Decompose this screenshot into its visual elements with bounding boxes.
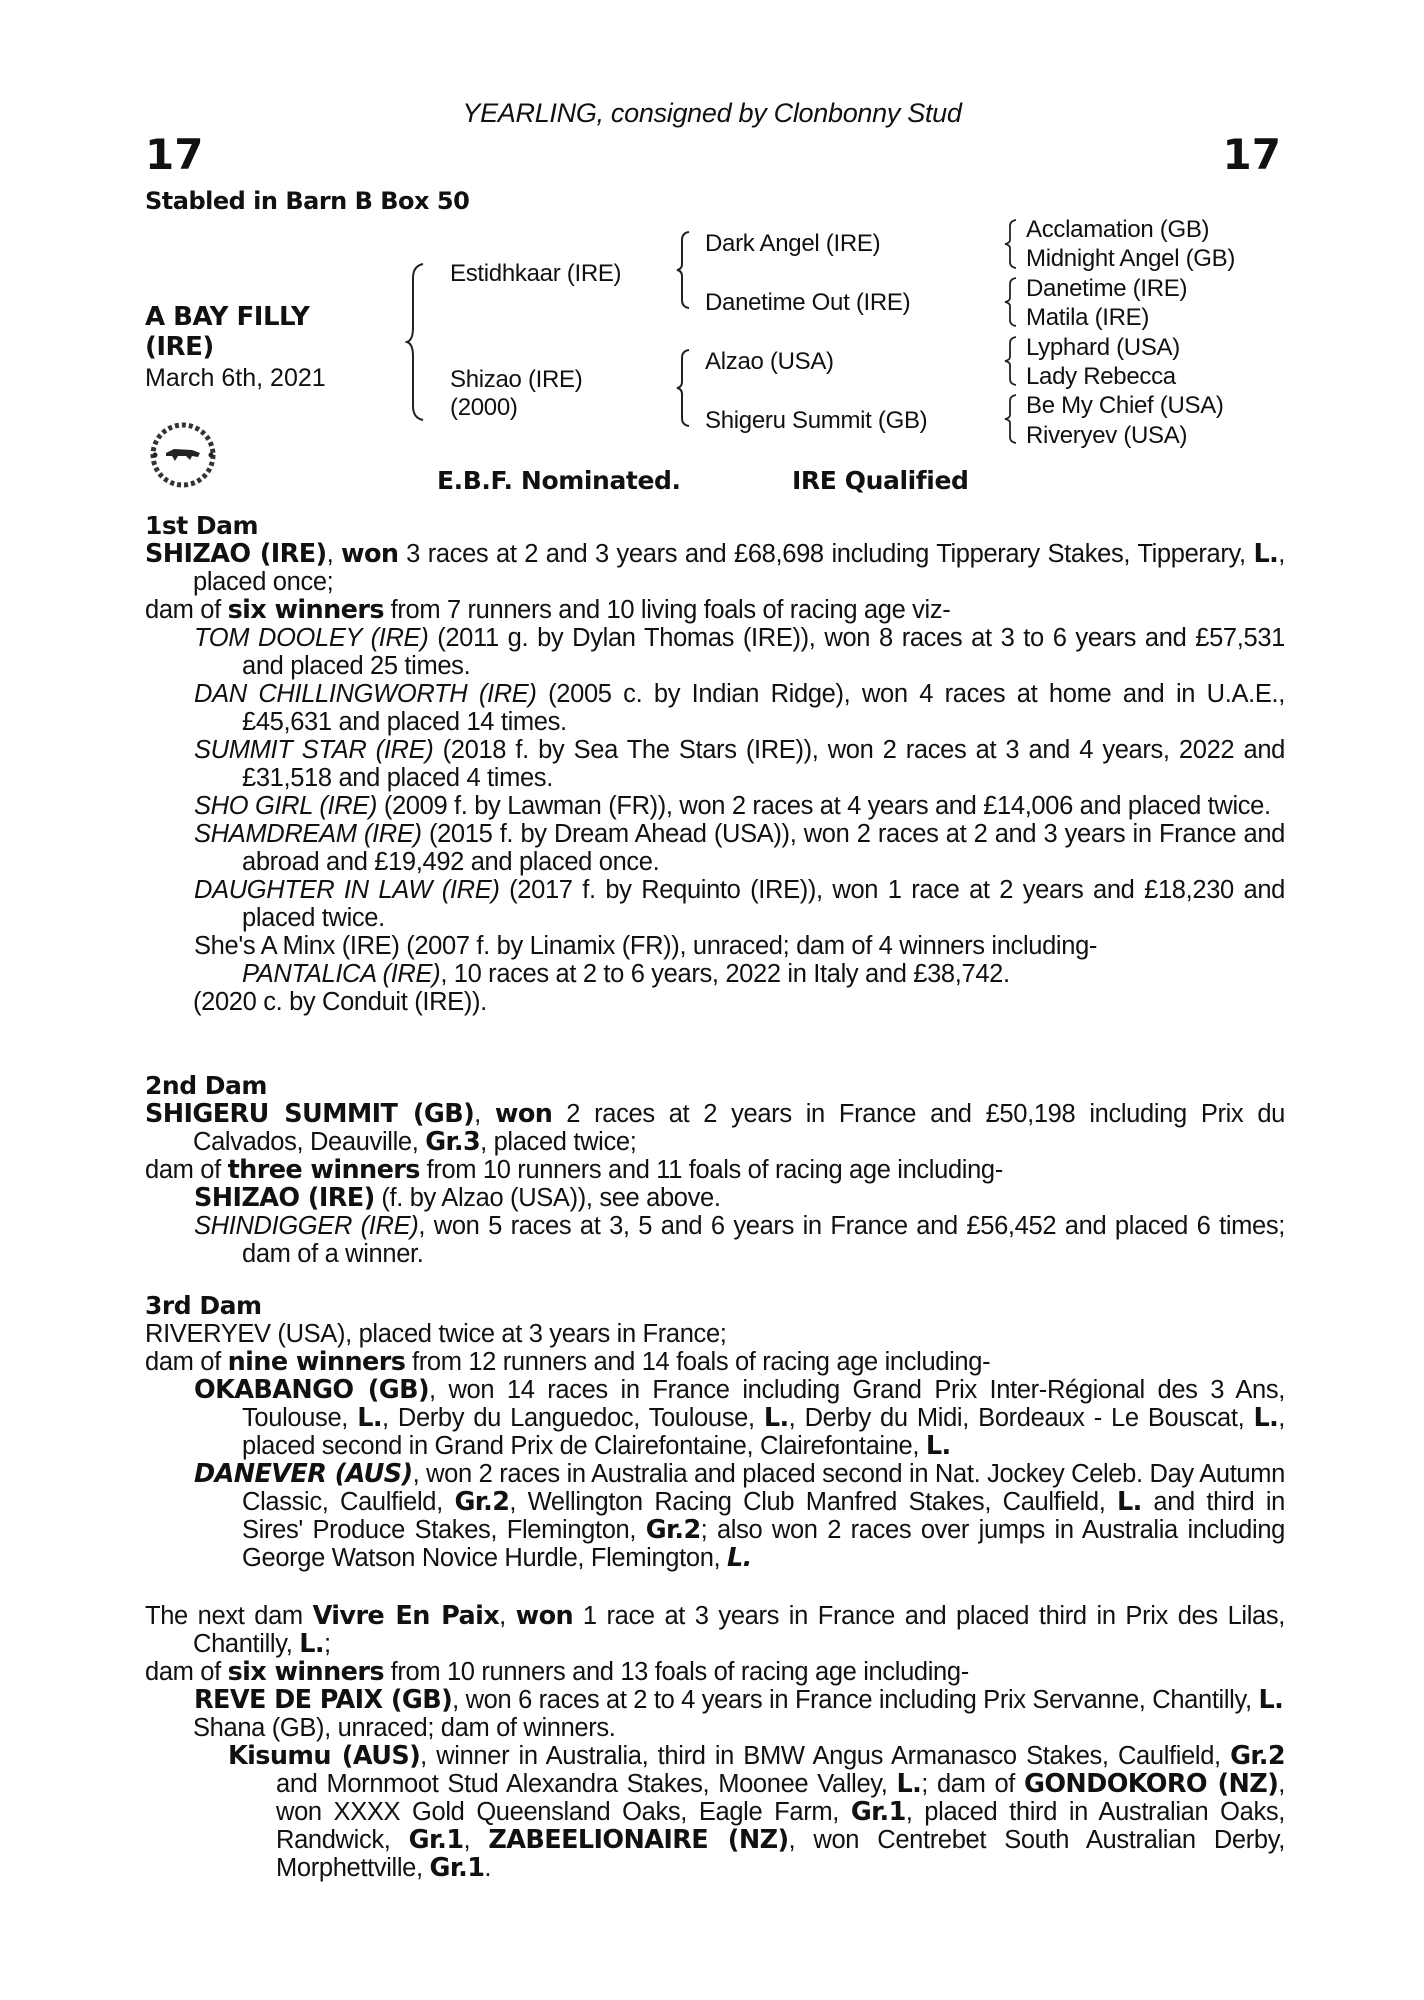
pedigree-dam-sire: Alzao (USA)	[705, 348, 834, 375]
first-dam-produce-summary	[145, 596, 1285, 624]
progeny-item-2020-colt	[145, 988, 1285, 1016]
third-dam-section	[145, 1292, 1285, 1572]
progeny-name: SUMMIT STAR (IRE)	[194, 736, 434, 764]
progeny-item-shes-a-minx	[145, 932, 1285, 960]
lot-number-right: 17	[1222, 130, 1281, 179]
progeny-name: REVE DE PAIX (GB)	[194, 1685, 453, 1715]
progeny-text: She's A Minx (IRE) (2007 f. by Linamix (FR)), unraced; dam of 4 winners including-	[194, 932, 1098, 960]
next-dam-damof-a: dam of	[145, 1658, 228, 1686]
progeny-text: (2015 f. by Dream Ahead (USA)), won 2 races at 2 and 3 years in France and abroad and £19,492 and placed once.	[242, 820, 1286, 876]
pedigree-gen4-1: Acclamation (GB)	[1026, 216, 1210, 243]
progeny-item	[145, 1212, 1285, 1268]
pedigree-dam-dam: Shigeru Summit (GB)	[705, 407, 928, 434]
pedigree-gen4-8: Riveryev (USA)	[1026, 422, 1188, 449]
next-dam-won: won	[515, 1601, 574, 1631]
second-dam-name: SHIGERU SUMMIT (GB)	[145, 1099, 475, 1129]
pedigree-gen4-2: Midnight Angel (GB)	[1026, 245, 1236, 272]
next-dam-produce-summary	[145, 1658, 1285, 1686]
pedigree-gen4-5: Lyphard (USA)	[1026, 334, 1180, 361]
pedigree-sire-sire: Dark Angel (IRE)	[705, 230, 881, 257]
listed-mark: L.	[357, 1403, 382, 1433]
progeny-item	[145, 736, 1285, 792]
second-dam-damof-b: from 10 runners and 11 foals of racing age including-	[419, 1156, 1003, 1184]
grandprogeny-name: PANTALICA (IRE)	[242, 960, 441, 988]
pedigree-gen4-6: Lady Rebecca	[1026, 363, 1176, 390]
progeny-item	[145, 680, 1285, 736]
grandprogeny-text: ,	[463, 1826, 489, 1854]
progeny-text: , Wellington Racing Club Manfred Stakes, Caulfield,	[509, 1488, 1118, 1516]
progeny-item	[145, 876, 1285, 932]
second-dam-record: SHIGERU SUMMIT (GB), won 2 races at 2 years in France and £50,198 including Prix du Calvados, Deauville, Gr.3, placed twice;	[145, 1099, 1285, 1157]
pedigree-gen4-4: Matila (IRE)	[1026, 304, 1150, 331]
progeny-text: , won 2 races in Australia and placed second in Nat. Jockey Celeb. Day Autumn Classic, Caulfield,	[242, 1460, 1285, 1516]
grandprogeny-text: and Mornmoot Stud Alexandra Stakes, Moonee Valley,	[276, 1770, 897, 1798]
progeny-item	[145, 792, 1285, 820]
next-dam-name: Vivre En Paix	[312, 1601, 500, 1631]
progeny-name: DAUGHTER IN LAW (IRE)	[194, 876, 500, 904]
second-dam-title: 2nd Dam	[145, 1071, 267, 1100]
pedigree-main-brace-icon	[405, 262, 435, 422]
progeny-name: SHO GIRL (IRE)	[194, 792, 378, 820]
next-dam-winners: six winners	[227, 1657, 384, 1687]
pedigree-dam: Shizao (IRE)	[450, 366, 583, 393]
progeny-text: , won 6 races at 2 to 4 years in France including Prix Servanne, Chantilly,	[452, 1686, 1259, 1714]
first-dam-listed: L.	[1253, 539, 1279, 569]
first-dam-record-b: , placed once;	[193, 540, 1285, 596]
listed-mark: L.	[1258, 1685, 1284, 1715]
second-dam-grade: Gr.3	[425, 1127, 481, 1157]
next-dam-section	[145, 1602, 1285, 1882]
progeny-name: SHIZAO (IRE)	[194, 1183, 375, 1213]
grandprogeny-name: Kisumu (AUS)	[228, 1741, 421, 1771]
grandprogeny-item	[145, 960, 1285, 988]
pedigree-gen4-3: Danetime (IRE)	[1026, 275, 1188, 302]
progeny-item	[145, 1184, 1285, 1212]
second-dam-section	[145, 1072, 1285, 1268]
pedigree-sire-dam: Danetime Out (IRE)	[705, 289, 911, 316]
grade-mark: Gr.2	[454, 1487, 510, 1517]
grade-mark: Gr.1	[408, 1825, 464, 1855]
progeny-text: , placed second in Grand Prix de Clairefontaine, Clairefontaine,	[242, 1404, 1285, 1460]
third-dam-title: 3rd Dam	[145, 1291, 262, 1320]
first-dam-damof-a: dam of	[145, 596, 228, 624]
first-dam-won: won	[341, 539, 399, 569]
progeny-name: TOM DOOLEY (IRE)	[194, 624, 429, 652]
pedigree-gen4-brace-4-icon	[1003, 393, 1019, 445]
horse-name-line1: A BAY FILLY	[145, 302, 310, 332]
progeny-name: DAN CHILLINGWORTH (IRE)	[194, 680, 537, 708]
progeny-text: (2009 f. by Lawman (FR)), won 2 races at 4 years and £14,006 and placed twice.	[377, 792, 1271, 820]
grandprogeny-text: , won Centrebet South Australian Derby, Morphettville,	[276, 1826, 1285, 1882]
lot-number-left: 17	[145, 130, 204, 179]
second-dam-damof-a: dam of	[145, 1156, 228, 1184]
next-dam-intro: The next dam	[145, 1602, 313, 1630]
pedigree-gen4-7: Be My Chief (USA)	[1026, 392, 1224, 419]
grandprogeny-text: ; dam of	[921, 1770, 1024, 1798]
progeny-name: DANEVER (AUS)	[194, 1459, 413, 1489]
second-dam-record-a: 2 races at 2 years in France and £50,198 including Prix du Calvados, Deauville,	[193, 1100, 1285, 1156]
progeny-text: ; also won 2 races over jumps in Australia including George Watson Novice Hurdle, Flemington,	[242, 1516, 1285, 1572]
next-dam-record: The next dam Vivre En Paix, won 1 race at 3 years in France and placed third in Prix des Lilas, Chantilly, L.;	[145, 1601, 1285, 1659]
progeny-name: OKABANGO (GB)	[194, 1375, 430, 1405]
listed-mark: L.	[763, 1403, 789, 1433]
pedigree-dam-year: (2000)	[450, 394, 518, 421]
next-dam-record-a: 1 race at 3 years in France and placed third in Prix des Lilas, Chantilly,	[193, 1602, 1285, 1658]
third-dam-produce-summary	[145, 1348, 1285, 1376]
second-dam-produce-summary	[145, 1156, 1285, 1184]
first-dam-name: SHIZAO (IRE)	[145, 539, 327, 569]
pedigree-sire-brace-icon	[675, 230, 693, 310]
progeny-item	[145, 1714, 1285, 1742]
progeny-item	[145, 1686, 1285, 1714]
grandprogeny-text: .	[484, 1854, 492, 1882]
progeny-text: (2005 c. by Indian Ridge), won 4 races at home and in U.A.E., £45,631 and placed 14 times.	[242, 680, 1285, 736]
grandprogeny-text: , winner in Australia, third in BMW Angus Armanasco Stakes, Caulfield,	[420, 1742, 1231, 1770]
grade-mark: Gr.2	[1230, 1741, 1285, 1771]
progeny-item	[145, 624, 1285, 680]
next-dam-record-b: ;	[323, 1630, 331, 1658]
progeny-text: , won 14 races in France including Grand Prix Inter-Régional des 3 Ans, Toulouse,	[242, 1376, 1286, 1432]
horse-name-line2: (IRE)	[145, 332, 214, 362]
progeny-text: , Derby du Languedoc, Toulouse,	[381, 1404, 764, 1432]
listed-mark: L.	[1117, 1487, 1142, 1517]
grandprogeny-text: , 10 races at 2 to 6 years, 2022 in Italy and £38,742.	[440, 960, 1010, 988]
second-dam-won: won	[494, 1099, 553, 1129]
pedigree-gen4-brace-2-icon	[1003, 276, 1019, 328]
consignor-heading: YEARLING, consigned by Clonbonny Stud	[462, 98, 962, 128]
great-grandprogeny-name: GONDOKORO (NZ)	[1024, 1769, 1279, 1799]
listed-mark: L.	[1253, 1403, 1279, 1433]
progeny-text: (2017 f. by Requinto (IRE)), won 1 race at 2 years and £18,230 and placed twice.	[242, 876, 1285, 932]
second-dam-record-b: , placed twice;	[480, 1128, 637, 1156]
progeny-text: and third in Sires' Produce Stakes, Flemington,	[242, 1488, 1286, 1544]
third-dam-damof-a: dam of	[145, 1348, 228, 1376]
ire-qualified-note: IRE Qualified	[792, 466, 969, 495]
grade-mark: Gr.1	[850, 1797, 906, 1827]
progeny-text: , Derby du Midi, Bordeaux - Le Bouscat,	[788, 1404, 1254, 1432]
pedigree-gen4-brace-1-icon	[1003, 218, 1019, 270]
progeny-item	[145, 820, 1285, 876]
progeny-name: SHAMDREAM (IRE)	[194, 820, 422, 848]
stud-book-seal-logo-icon	[148, 420, 218, 490]
grade-mark: Gr.1	[429, 1853, 485, 1883]
progeny-text: , won 5 races at 3, 5 and 6 years in France and £56,452 and placed 6 times; dam of a winner.	[242, 1212, 1285, 1268]
third-dam-record: RIVERYEV (USA), placed twice at 3 years in France;	[145, 1320, 727, 1348]
grandprogeny-item	[145, 1742, 1285, 1882]
first-dam-section	[145, 512, 1285, 1016]
stabling-location: Stabled in Barn B Box 50	[145, 187, 470, 215]
horse-name	[145, 302, 309, 362]
great-grandprogeny-name: ZABEELIONAIRE (NZ)	[488, 1825, 789, 1855]
first-dam-record-a: 3 races at 2 and 3 years and £68,698 including Tipperary Stakes, Tipperary,	[398, 540, 1254, 568]
listed-mark: L.	[896, 1769, 922, 1799]
first-dam-record: SHIZAO (IRE), won 3 races at 2 and 3 years and £68,698 including Tipperary Stakes, Tipperary, L., placed once;	[145, 539, 1285, 596]
progeny-text: (2018 f. by Sea The Stars (IRE)), won 2 races at 3 and 4 years, 2022 and £31,518 and placed 4 times.	[242, 736, 1285, 792]
first-dam-winners: six winners	[227, 595, 384, 625]
listed-mark: L.	[299, 1629, 324, 1659]
ebf-nominated-note: E.B.F. Nominated.	[437, 466, 681, 495]
first-dam-damof-b: from 7 runners and 10 living foals of racing age viz-	[383, 596, 951, 624]
pedigree-sire: Estidhkaar (IRE)	[450, 260, 622, 287]
progeny-name: SHINDIGGER (IRE)	[194, 1212, 419, 1240]
third-dam-winners: nine winners	[227, 1347, 406, 1377]
pedigree-dam-brace-icon	[675, 348, 693, 428]
progeny-text: (f. by Alzao (USA)), see above.	[374, 1184, 721, 1212]
grandprogeny-text: , placed third in Australian Oaks, Randwick,	[276, 1798, 1286, 1854]
grandprogeny-text: , won XXXX Gold Queensland Oaks, Eagle Farm,	[276, 1770, 1285, 1826]
horse-foaling-date: March 6th, 2021	[145, 364, 326, 392]
pedigree-gen4-brace-3-icon	[1003, 335, 1019, 387]
listed-mark: L.	[727, 1543, 752, 1573]
third-dam-damof-b: from 12 runners and 14 foals of racing age including-	[405, 1348, 991, 1376]
progeny-text: Shana (GB), unraced; dam of winners.	[193, 1714, 616, 1742]
progeny-item	[145, 1376, 1285, 1460]
next-dam-damof-b: from 10 runners and 13 foals of racing age including-	[383, 1658, 969, 1686]
grade-mark: Gr.2	[645, 1515, 701, 1545]
progeny-text: (2020 c. by Conduit (IRE)).	[193, 988, 487, 1016]
second-dam-winners: three winners	[227, 1155, 420, 1185]
first-dam-title: 1st Dam	[145, 511, 259, 540]
listed-mark: L.	[925, 1431, 951, 1461]
progeny-item	[145, 1460, 1285, 1572]
progeny-text: (2011 g. by Dylan Thomas (IRE)), won 8 races at 3 to 6 years and £57,531 and placed 25 times.	[242, 624, 1285, 680]
